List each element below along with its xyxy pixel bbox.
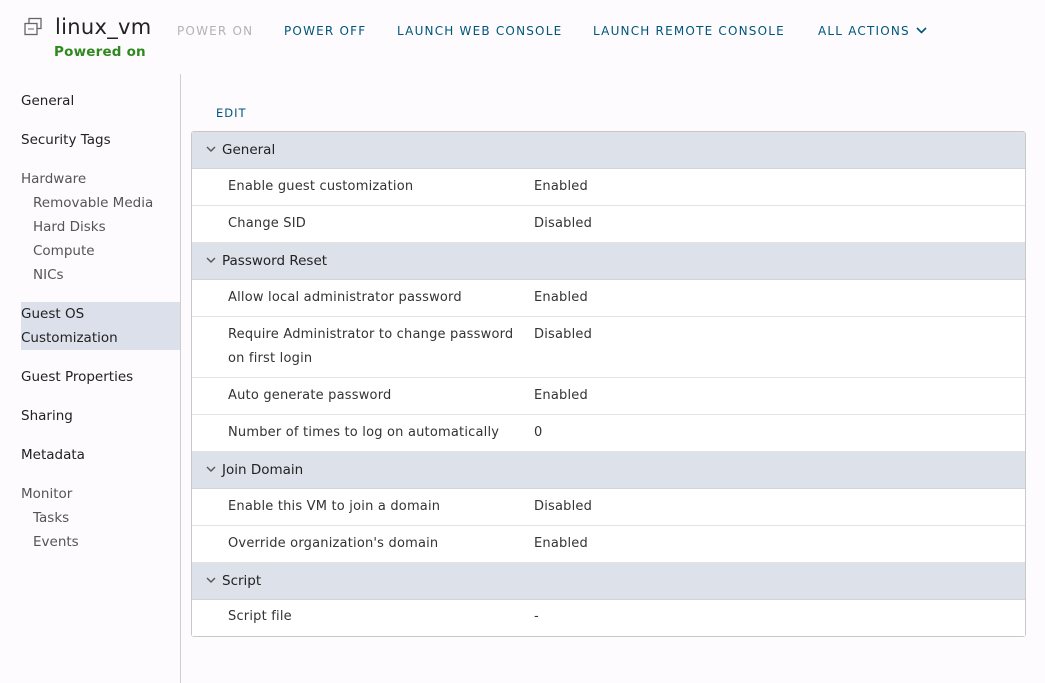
property-value: Enabled bbox=[534, 290, 588, 305]
property-value: Enabled bbox=[534, 536, 588, 551]
section-title: Join Domain bbox=[222, 462, 304, 478]
all-actions-label: ALL ACTIONS bbox=[818, 24, 910, 38]
property-value: Disabled bbox=[534, 499, 593, 514]
property-value: 0 bbox=[534, 425, 543, 440]
property-label: Enable this VM to join a domain bbox=[228, 499, 441, 514]
vm-header bbox=[0, 0, 1045, 74]
sidebar-item-removable-media[interactable]: Removable Media bbox=[33, 195, 154, 211]
property-row bbox=[192, 600, 1025, 636]
sidebar-item-nics[interactable]: NICs bbox=[33, 267, 64, 283]
property-value: Enabled bbox=[534, 179, 588, 194]
section-header-general[interactable] bbox=[192, 132, 1025, 169]
property-row bbox=[192, 206, 1025, 243]
power-status: Powered on bbox=[54, 44, 146, 60]
sidebar-group-monitor: Monitor bbox=[21, 486, 73, 502]
section-title: Script bbox=[222, 573, 262, 589]
sidebar-group-hardware: Hardware bbox=[21, 171, 87, 187]
property-label: Override organization's domain bbox=[228, 536, 439, 551]
property-value: - bbox=[534, 609, 539, 624]
sidebar-item-sharing[interactable]: Sharing bbox=[21, 408, 73, 424]
virtual-machine-icon bbox=[23, 17, 43, 37]
launch-remote-console-button[interactable]: LAUNCH REMOTE CONSOLE bbox=[593, 24, 785, 38]
property-row bbox=[192, 415, 1025, 452]
property-label: Enable guest customization bbox=[228, 179, 414, 194]
property-value: Disabled bbox=[534, 327, 593, 342]
launch-web-console-button[interactable]: LAUNCH WEB CONSOLE bbox=[397, 24, 563, 38]
section-title: Password Reset bbox=[222, 253, 328, 269]
property-label: Number of times to log on automatically bbox=[228, 425, 500, 440]
sidebar-item-compute[interactable]: Compute bbox=[33, 243, 95, 259]
sidebar-item-label: Customization bbox=[21, 330, 118, 346]
section-header-script[interactable] bbox=[192, 563, 1025, 600]
sidebar-item-metadata[interactable]: Metadata bbox=[21, 447, 85, 463]
property-value: Enabled bbox=[534, 388, 588, 403]
chevron-down-icon bbox=[206, 577, 216, 584]
property-label: Change SID bbox=[228, 216, 307, 231]
property-row bbox=[192, 378, 1025, 415]
power-on-button[interactable]: POWER ON bbox=[177, 24, 254, 38]
property-row bbox=[192, 526, 1025, 563]
sidebar-item-label: Guest OS bbox=[21, 306, 85, 322]
property-label: Auto generate password bbox=[228, 388, 392, 403]
property-label: Require Administrator to change password on first login bbox=[228, 327, 514, 366]
property-row bbox=[192, 317, 1025, 378]
sidebar-item-general[interactable]: General bbox=[21, 93, 75, 109]
chevron-down-icon bbox=[206, 146, 216, 153]
section-header-join-domain[interactable] bbox=[192, 452, 1025, 489]
customization-panel bbox=[191, 131, 1026, 637]
section-header-password-reset[interactable] bbox=[192, 243, 1025, 280]
property-label: Script file bbox=[228, 609, 292, 624]
sidebar-item-tasks[interactable]: Tasks bbox=[33, 510, 70, 526]
power-off-button[interactable]: POWER OFF bbox=[284, 24, 367, 38]
sidebar-nav bbox=[0, 74, 181, 683]
sidebar-item-guest-os-customization[interactable] bbox=[21, 302, 180, 350]
vm-name: linux_vm bbox=[55, 15, 152, 39]
sidebar-item-guest-properties[interactable]: Guest Properties bbox=[21, 369, 134, 385]
all-actions-dropdown[interactable] bbox=[818, 24, 927, 38]
chevron-down-icon bbox=[206, 257, 216, 264]
section-title: General bbox=[222, 142, 276, 158]
property-row bbox=[192, 489, 1025, 526]
property-value: Disabled bbox=[534, 216, 593, 231]
chevron-down-icon bbox=[206, 466, 216, 473]
chevron-down-icon bbox=[916, 27, 927, 34]
edit-button[interactable]: EDIT bbox=[216, 106, 247, 120]
property-row bbox=[192, 169, 1025, 206]
sidebar-item-hard-disks[interactable]: Hard Disks bbox=[33, 219, 106, 235]
property-row bbox=[192, 280, 1025, 317]
sidebar-item-events[interactable]: Events bbox=[33, 534, 79, 550]
property-label: Allow local administrator password bbox=[228, 290, 462, 305]
sidebar-item-security-tags[interactable]: Security Tags bbox=[21, 132, 111, 148]
